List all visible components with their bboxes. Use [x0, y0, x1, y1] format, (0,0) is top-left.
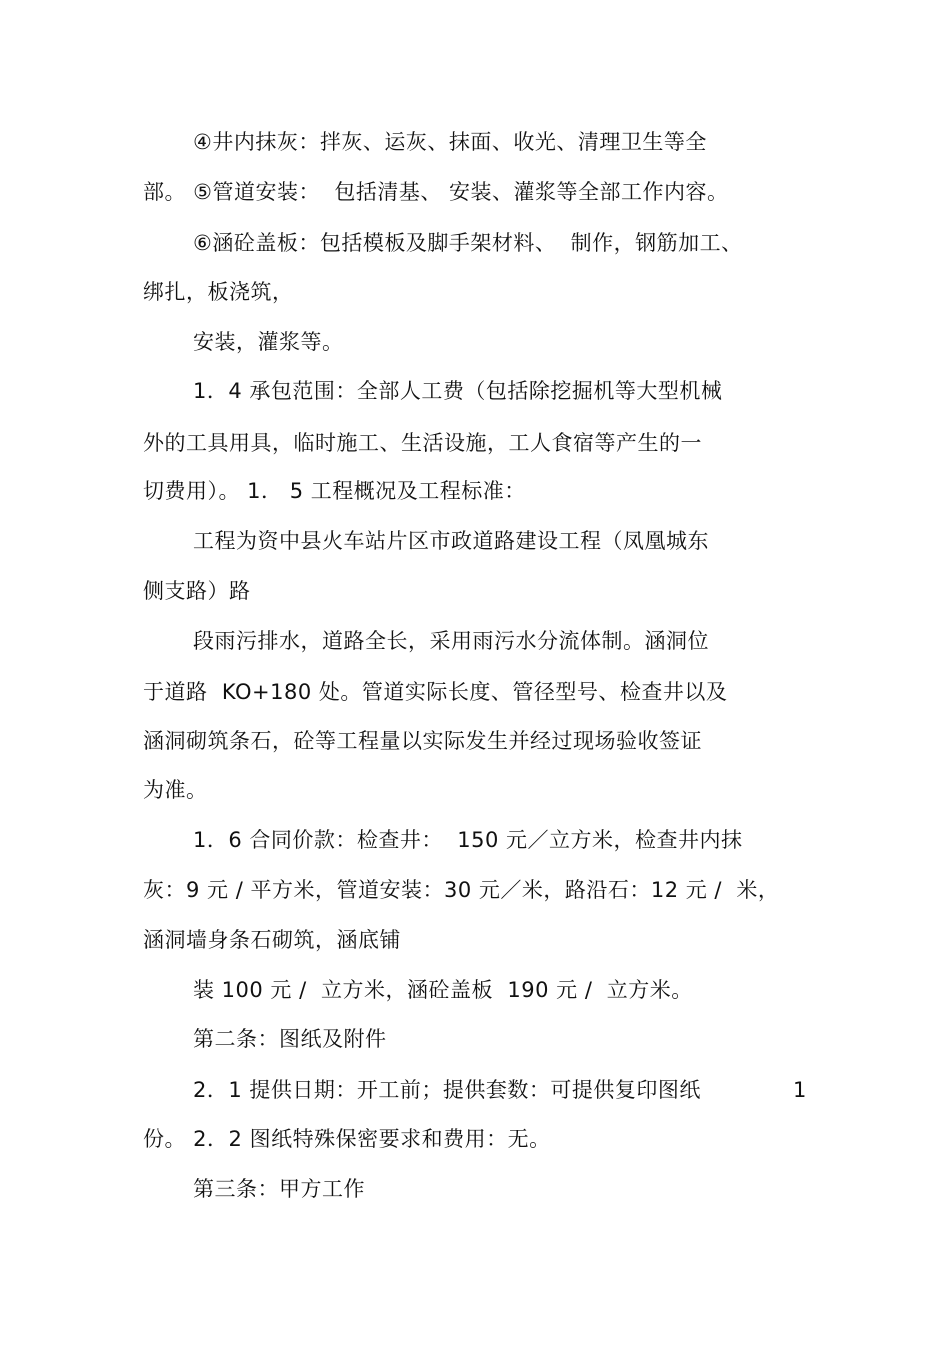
paragraph-line: 侧支路）路 — [143, 579, 251, 603]
section-heading: 第二条：图纸及附件 — [193, 1027, 387, 1051]
section-heading: 第三条：甲方工作 — [193, 1177, 365, 1201]
paragraph-line: 为准。 — [143, 778, 208, 802]
paragraph-line: ⑥涵砼盖板：包括模板及脚手架材料、 制作，钢筋加工、 — [193, 231, 743, 255]
paragraph-line: 涵洞墙身条石砌筑，涵底铺 — [143, 928, 401, 952]
paragraph-line: 1．6 合同价款：检查井： 150 元／立方米，检查井内抹 — [193, 828, 743, 852]
paragraph-line: 涵洞砌筑条石，砼等工程量以实际发生并经过现场验收签证 — [143, 729, 702, 753]
paragraph-line: 切费用）。 1． 5 工程概况及工程标准： — [143, 479, 526, 503]
paragraph-line: 于道路 KO+180 处。管道实际长度、管径型号、检查井以及 — [143, 680, 728, 704]
paragraph-line: 安装，灌浆等。 — [193, 330, 344, 354]
paragraph-line: 绑扎，板浇筑， — [143, 280, 294, 304]
paragraph-line: 工程为资中县火车站片区市政道路建设工程（凤凰城东 — [193, 529, 709, 553]
paragraph-line: ④井内抹灰：拌灰、运灰、抹面、收光、清理卫生等全 — [193, 130, 707, 154]
paragraph-line: 份。 2．2 图纸特殊保密要求和费用：无。 — [143, 1127, 551, 1151]
paragraph-line: 外的工具用具，临时施工、生活设施，工人食宿等产生的一 — [143, 431, 702, 455]
paragraph-line: 灰：9 元 / 平方米，管道安装：30 元／米，路沿石：12 元 / 米， — [143, 878, 780, 902]
paragraph-line: 装 100 元 / 立方米，涵砼盖板 190 元 / 立方米。 — [193, 978, 693, 1002]
paragraph-line: 2．1 提供日期：开工前；提供套数：可提供复印图纸 — [193, 1078, 701, 1102]
paragraph-line-suffix: 1 — [793, 1078, 807, 1102]
paragraph-line: 段雨污排水，道路全长，采用雨污水分流体制。涵洞位 — [193, 629, 709, 653]
paragraph-line: 1．4 承包范围：全部人工费（包括除挖掘机等大型机械 — [193, 379, 723, 403]
paragraph-line: 部。 ⑤管道安装： 包括清基、 安装、灌浆等全部工作内容。 — [143, 180, 729, 204]
